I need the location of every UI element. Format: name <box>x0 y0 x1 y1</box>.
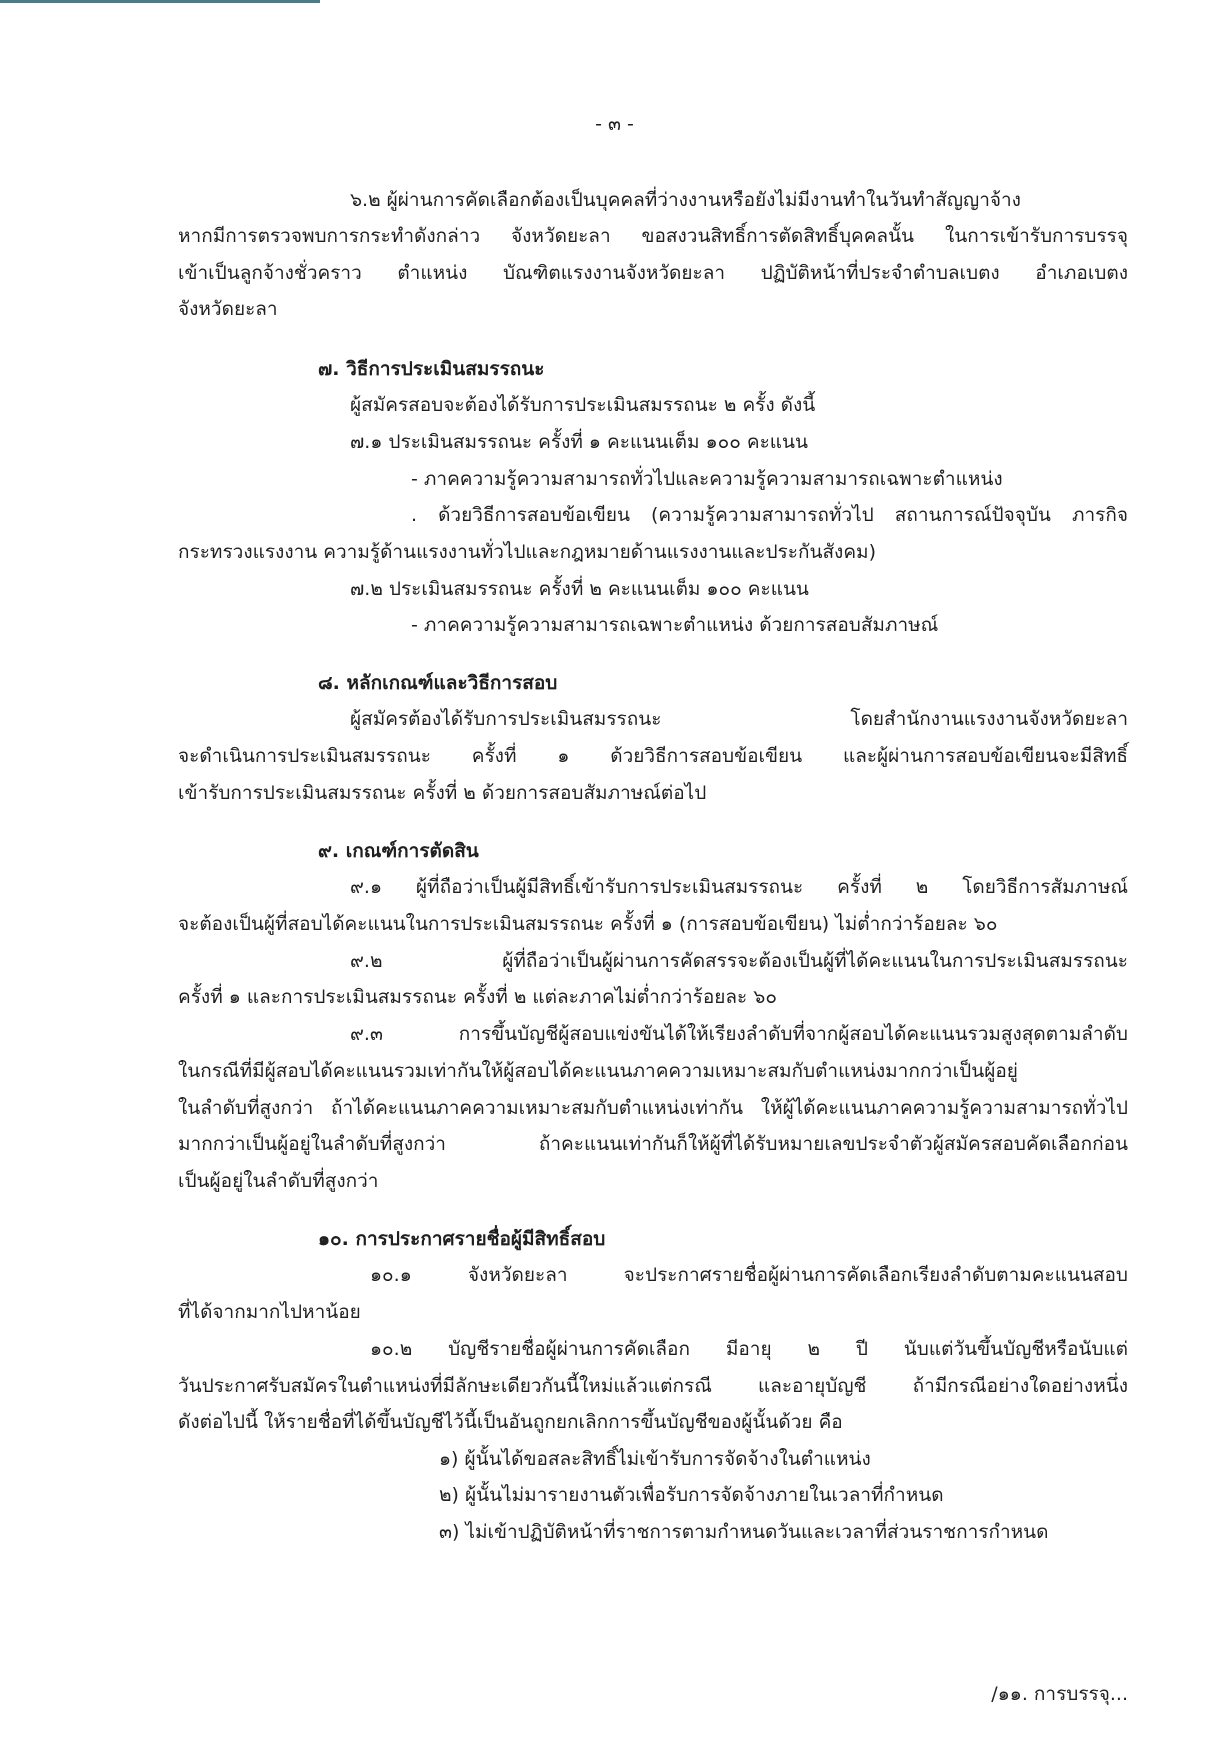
section-10-2-line-1: ๑๐.๒ บัญชีรายชื่อผู้ผ่านการคัดเลือก มีอายุ ๒ ปี นับแต่วันขึ้นบัญชีหรือนับแต่ <box>370 1338 1128 1360</box>
section-8-line-1: ผู้สมัครต้องได้รับการประเมินสมรรถนะ โดยสำนักงานแรงงานจังหวัดยะลา <box>350 708 1128 730</box>
section-9-heading: ๙. เกณฑ์การตัดสิน <box>318 840 479 862</box>
case-item: ๒) ผู้นั้นไม่มารายงานตัวเพื่อรับการจัดจ้างภายในเวลาที่กำหนด <box>439 1484 944 1506</box>
section-9-1-line-1: ๙.๑ ผู้ที่ถือว่าเป็นผู้มีสิทธิ์เข้ารับการประเมินสมรรถนะ ครั้งที่ ๒ โดยวิธีการสัมภาษณ์ <box>350 876 1128 898</box>
section-7-1-a: - ภาคความรู้ความสามารถทั่วไปและความรู้ความสามารถเฉพาะตำแหน่ง <box>411 468 1003 490</box>
section-6-2-line-1: ๖.๒ ผู้ผ่านการคัดเลือกต้องเป็นบุคคลที่ว่างงานหรือยังไม่มีงานทำในวันทำสัญญาจ้าง <box>350 189 1021 211</box>
section-9-3-line-1: ๙.๓ การขึ้นบัญชีผู้สอบแข่งขันได้ให้เรียงลำดับที่จากผู้สอบได้คะแนนรวมสูงสุดตามลำดับ <box>350 1023 1128 1045</box>
section-9-2-line-1: ๙.๒ ผู้ที่ถือว่าเป็นผู้ผ่านการคัดสรรจะต้องเป็นผู้ที่ได้คะแนนในการประเมินสมรรถนะ <box>350 950 1128 972</box>
section-10-1-line-2: ที่ได้จากมากไปหาน้อย <box>178 1301 361 1323</box>
section-8-heading: ๘. หลักเกณฑ์และวิธีการสอบ <box>318 672 558 694</box>
section-10-2-line-3: ดังต่อไปนี้ ให้รายชื่อที่ได้ขึ้นบัญชีไว้นี้เป็นอันถูกยกเลิกการขึ้นบัญชีของผู้นั้นด้วย คือ <box>178 1411 843 1433</box>
section-6-2-line-2: หากมีการตรวจพบการกระทำดังกล่าว จังหวัดยะลา ขอสงวนสิทธิ์การตัดสิทธิ์บุคคลนั้น ในการเข้ารับการบรรจุ <box>178 225 1128 247</box>
section-10-heading: ๑๐. การประกาศรายชื่อผู้มีสิทธิ์สอบ <box>318 1228 606 1250</box>
case-item: ๓) ไม่เข้าปฏิบัติหน้าที่ราชการตามกำหนดวันและเวลาที่ส่วนราชการกำหนด <box>439 1521 1049 1543</box>
section-7-2: ๗.๒ ประเมินสมรรถนะ ครั้งที่ ๒ คะแนนเต็ม ๑๐๐ คะแนน <box>350 578 809 600</box>
section-9-3-line-2: ในกรณีที่มีผู้สอบได้คะแนนรวมเท่ากันให้ผู้สอบได้คะแนนภาคความเหมาะสมกับตำแหน่งมากกว่าเป็นผู้อยู่ <box>178 1060 1018 1082</box>
section-9-3-line-5: เป็นผู้อยู่ในลำดับที่สูงกว่า <box>178 1170 379 1192</box>
section-6-2-line-3: เข้าเป็นลูกจ้างชั่วคราว ตำแหน่ง บัณฑิตแรงงานจังหวัดยะลา ปฏิบัติหน้าที่ประจำตำบลเบตง อำเภอเบตง <box>178 262 1128 284</box>
section-10-1-line-1: ๑๐.๑ จังหวัดยะลา จะประกาศรายชื่อผู้ผ่านการคัดเลือกเรียงลำดับตามคะแนนสอบ <box>370 1264 1128 1286</box>
section-10-2-line-2: วันประกาศรับสมัครในตำแหน่งที่มีลักษะเดียวกันนี้ใหม่แล้วแต่กรณี และอายุบัญชี ถ้ามีกรณีอย่างใดอย่างหนึ่ง <box>178 1375 1128 1397</box>
section-9-3-line-4: มากกว่าเป็นผู้อยู่ในลำดับที่สูงกว่า ถ้าคะแนนเท่ากันก็ให้ผู้ที่ได้รับหมายเลขประจำตัวผู้สมัครสอบคัดเลือกก่อน <box>178 1133 1128 1155</box>
section-7-1-b-line-1: . ด้วยวิธีการสอบข้อเขียน (ความรู้ความสามารถทั่วไป สถานการณ์ปัจจุบัน ภารกิจ <box>411 504 1128 526</box>
section-7-intro: ผู้สมัครสอบจะต้องได้รับการประเมินสมรรถนะ ๒ ครั้ง ดังนี้ <box>350 394 816 416</box>
section-7-2-a: - ภาคความรู้ความสามารถเฉพาะตำแหน่ง ด้วยการสอบสัมภาษณ์ <box>411 614 939 636</box>
section-9-1-line-2: จะต้องเป็นผู้ที่สอบได้คะแนนในการประเมินสมรรถนะ ครั้งที่ ๑ (การสอบข้อเขียน) ไม่ต่ำกว่าร้อยละ ๖๐ <box>178 913 998 935</box>
next-page-reference: /๑๑. การบรรจุ... <box>991 1683 1128 1705</box>
section-8-line-2: จะดำเนินการประเมินสมรรถนะ ครั้งที่ ๑ ด้วยวิธีการสอบข้อเขียน และผู้ผ่านการสอบข้อเขียนจะมีสิทธิ์ <box>178 745 1128 767</box>
page-number: - ๓ - <box>595 113 634 135</box>
scan-edge-line <box>0 0 320 3</box>
section-9-2-line-2: ครั้งที่ ๑ และการประเมินสมรรถนะ ครั้งที่ ๒ แต่ละภาคไม่ต่ำกว่าร้อยละ ๖๐ <box>178 986 777 1008</box>
section-8-line-3: เข้ารับการประเมินสมรรถนะ ครั้งที่ ๒ ด้วยการสอบสัมภาษณ์ต่อไป <box>178 782 707 804</box>
section-7-heading: ๗. วิธีการประเมินสมรรถนะ <box>318 358 545 380</box>
section-7-1-b-line-2: กระทรวงแรงงาน ความรู้ด้านแรงงานทั่วไปและกฎหมายด้านแรงงานและประกันสังคม) <box>178 541 876 563</box>
section-9-3-line-3: ในลำดับที่สูงกว่า ถ้าได้คะแนนภาคความเหมาะสมกับตำแหน่งเท่ากัน ให้ผู้ได้คะแนนภาคความรู้ความสามารถทั่วไป <box>178 1097 1128 1119</box>
section-6-2-line-4: จังหวัดยะลา <box>178 298 278 320</box>
case-item: ๑) ผู้นั้นได้ขอสละสิทธิ์ไม่เข้ารับการจัดจ้างในตำแหน่ง <box>439 1448 871 1470</box>
section-7-1: ๗.๑ ประเมินสมรรถนะ ครั้งที่ ๑ คะแนนเต็ม ๑๐๐ คะแนน <box>350 431 808 453</box>
